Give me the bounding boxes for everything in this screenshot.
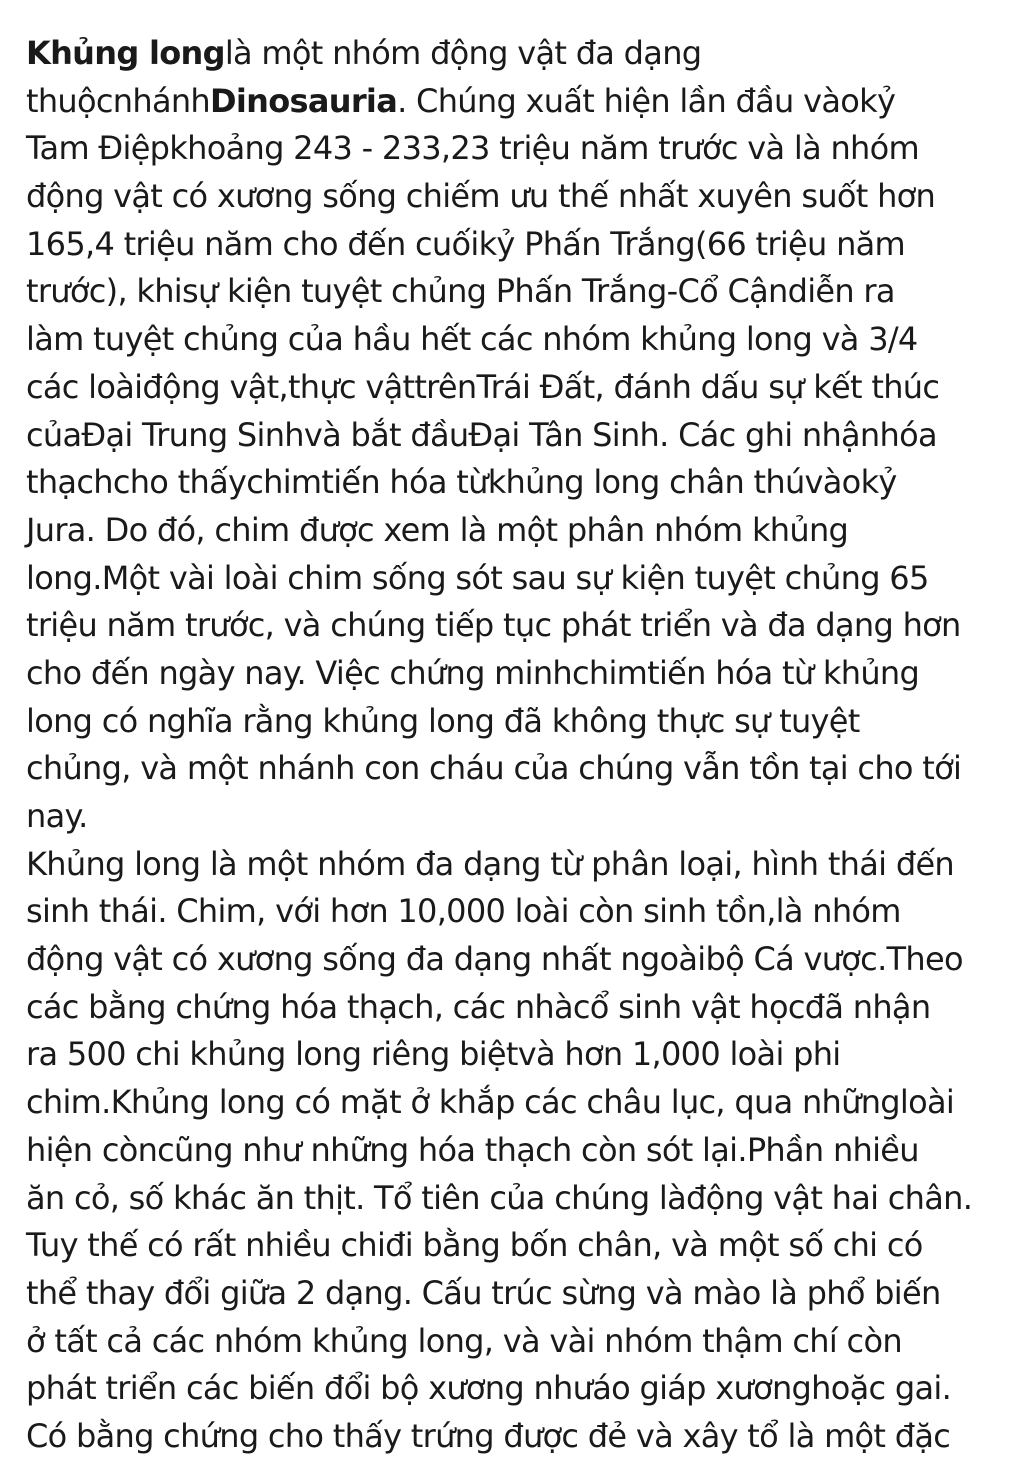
text-line: 165,4 triệu năm cho đến cuốikỷ Phấn Trắng(66 triệu năm <box>26 224 906 263</box>
term-dinosauria: Dinosauria <box>210 81 398 120</box>
text-line: Có bằng chứng cho thấy trứng được đẻ và xây tổ là một đặc <box>26 1416 951 1455</box>
text-line: thạchcho thấychimtiến hóa từkhủng long chân thúvàokỷ <box>26 463 897 502</box>
text-line: ở tất cả các nhóm khủng long, và vài nhóm thậm chí còn <box>26 1321 902 1360</box>
text-line: Jura. Do đó, chim được xem là một phân nhóm khủng <box>26 510 849 549</box>
text-run: là một nhóm động vật đa dạng <box>224 34 702 72</box>
term-khung-long: Khủng long <box>26 34 225 72</box>
text-line: long.Một vài loài chim sống sót sau sự kiện tuyệt chủng 65 <box>26 558 929 597</box>
text-line: củaĐại Trung Sinhvà bắt đầuĐại Tân Sinh. Các ghi nhậnhóa <box>26 415 937 454</box>
text-line: ăn cỏ, số khác ăn thịt. Tổ tiên của chúng làđộng vật hai chân. <box>26 1178 973 1217</box>
text-line: cho đến ngày nay. Việc chứng minhchimtiến hóa từ khủng <box>26 653 920 692</box>
text-line: các bằng chứng hóa thạch, các nhàcổ sinh vật họcđã nhận <box>26 987 931 1026</box>
text-line: chủng, và một nhánh con cháu của chúng vẫn tồn tại cho tới <box>26 749 962 788</box>
text-line: trước), khisự kiện tuyệt chủng Phấn Trắng-Cổ Cậndiễn ra <box>26 272 895 311</box>
text-line: phát triển các biến đổi bộ xương nhưáo giáp xươnghoặc gai. <box>26 1369 952 1408</box>
text-line: nay. <box>26 797 88 835</box>
text-line <box>26 78 1006 126</box>
text-line: làm tuyệt chủng của hầu hết các nhóm khủng long và 3/4 <box>26 320 918 359</box>
paragraph-2 <box>26 841 1006 1461</box>
text-line: Tam Điệpkhoảng 243 - 233,23 triệu năm trước và là nhóm <box>26 129 919 168</box>
text-line: các loàiđộng vật,thực vậttrênTrái Đất, đánh dấu sự kết thúc <box>26 367 940 406</box>
text-line: chim.Khủng long có mặt ở khắp các châu lục, qua nhữngloài <box>26 1083 955 1122</box>
text-line: ra 500 chi khủng long riêng biệtvà hơn 1,000 loài phi <box>26 1035 841 1074</box>
text-run: thuộcnhánh <box>26 81 211 120</box>
text-line: thể thay đổi giữa 2 dạng. Cấu trúc sừng và mào là phổ biến <box>26 1273 941 1312</box>
text-line: Tuy thế có rất nhiều chiđi bằng bốn chân, và một số chi có <box>26 1226 923 1265</box>
text-line: long có nghĩa rằng khủng long đã không thực sự tuyệt <box>26 701 860 740</box>
article-text <box>26 30 1006 1461</box>
text-run: . Chúng xuất hiện lần đầu vàokỷ <box>397 81 896 120</box>
text-line <box>26 30 1006 78</box>
text-line: triệu năm trước, và chúng tiếp tục phát triển và đa dạng hơn <box>26 606 961 645</box>
text-line: động vật có xương sống chiếm ưu thế nhất xuyên suốt hơn <box>26 177 936 216</box>
paragraph-1 <box>26 30 1006 841</box>
text-line: động vật có xương sống đa dạng nhất ngoàibộ Cá vược.Theo <box>26 940 963 979</box>
text-line: sinh thái. Chim, với hơn 10,000 loài còn sinh tồn,là nhóm <box>26 892 901 931</box>
text-line: Khủng long là một nhóm đa dạng từ phân loại, hình thái đến <box>26 844 955 883</box>
text-line: hiện còncũng như những hóa thạch còn sót lại.Phần nhiều <box>26 1130 919 1169</box>
